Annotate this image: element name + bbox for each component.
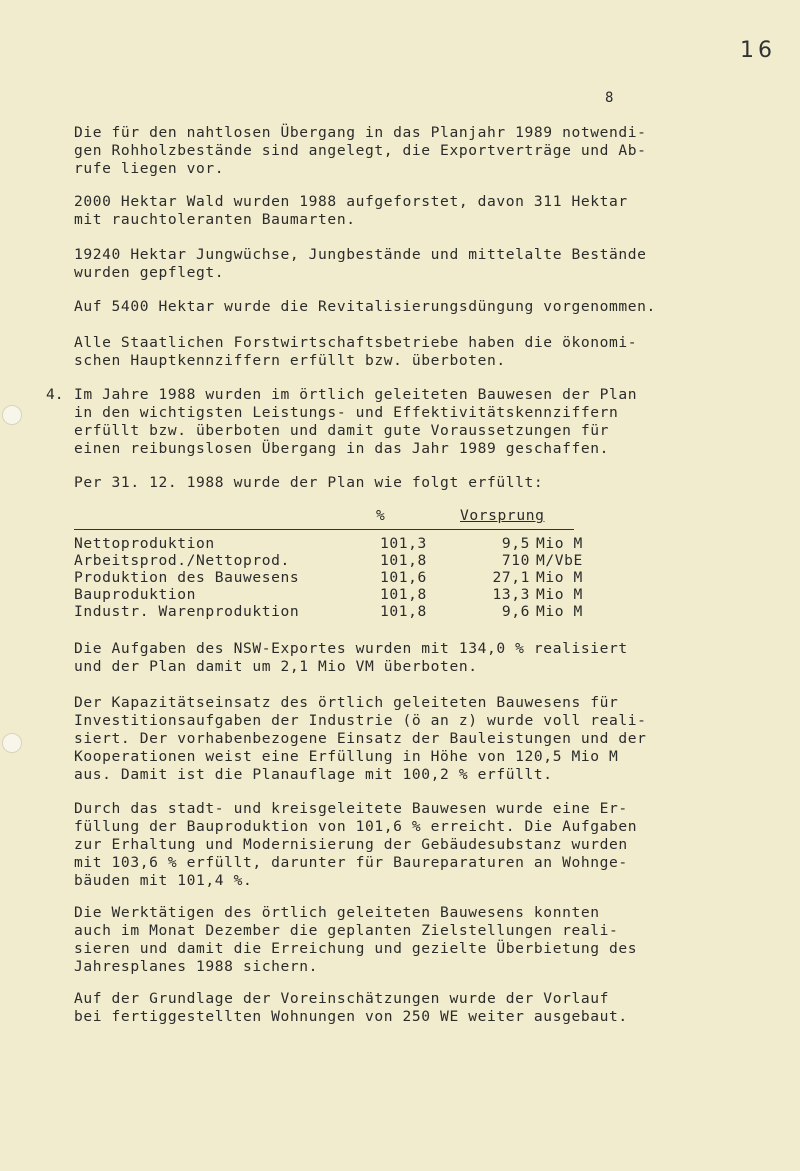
row-percent: 101,3 bbox=[380, 535, 427, 552]
table-header bbox=[74, 508, 584, 528]
row-lead-unit: Mio M bbox=[536, 586, 583, 603]
row-lead-value: 9,5 bbox=[501, 535, 530, 552]
paragraph-forstbetriebe: Alle Staatlichen Forstwirtschaftsbetriebe haben die ökonomi- schen Hauptkennziffern erfüllt bzw. überboten. bbox=[74, 334, 638, 369]
section-marker: 4. bbox=[46, 386, 64, 403]
sheet-number: 16 bbox=[740, 38, 776, 63]
row-lead-unit: M/VbE bbox=[536, 552, 583, 569]
row-lead-value: 9,6 bbox=[501, 603, 530, 620]
paragraph-kapazitaet: Der Kapazitätseinsatz des örtlich geleiteten Bauwesens für Investitionsaufgaben der Industrie (ö an z) wurde voll reali- siert. Der vorhabenbezogene Einsatz der Bauleistungen und der Kooperationen weist eine Erfüllung in Höhe von 120,5 Mio M aus. Damit ist die Planauflage mit 100,2 % erfüllt. bbox=[74, 694, 647, 783]
row-label: Bauproduktion bbox=[74, 586, 197, 603]
header-lead: Vorsprung bbox=[460, 507, 545, 524]
results-table bbox=[74, 507, 584, 620]
table-row bbox=[74, 570, 584, 587]
row-lead-unit: Mio M bbox=[536, 535, 583, 552]
paragraph-wohnungen: Auf der Grundlage der Voreinschätzungen wurde der Vorlauf bei fertiggestellten Wohnungen von 250 WE weiter ausgebaut. bbox=[74, 990, 628, 1025]
punch-hole bbox=[2, 405, 22, 425]
table-row bbox=[74, 536, 584, 553]
row-lead-value: 710 bbox=[501, 552, 530, 569]
table-row bbox=[74, 553, 584, 570]
paragraph-pflege: 19240 Hektar Jungwüchse, Jungbestände und mittelalte Bestände wurden gepflegt. bbox=[74, 246, 647, 281]
paragraph-bauproduktion: Durch das stadt- und kreisgeleitete Bauwesen wurde eine Er- füllung der Bauproduktion von 101,6 % erreicht. Die Aufgaben zur Erhaltung und Modernisierung der Gebäudesubstanz wurden mit 103,6 % erfüllt, darunter für Baureparaturen an Wohnge- bäuden mit 101,4 %. bbox=[74, 800, 638, 889]
row-percent: 101,8 bbox=[380, 603, 427, 620]
row-label: Industr. Warenproduktion bbox=[74, 603, 300, 620]
table-rule bbox=[74, 529, 574, 530]
row-lead-unit: Mio M bbox=[536, 569, 583, 586]
row-percent: 101,6 bbox=[380, 569, 427, 586]
paragraph-bauwesen-intro: Im Jahre 1988 wurden im örtlich geleiteten Bauwesen der Plan in den wichtigsten Leistungs- und Effektivitätskennziffern erfüllt bzw. überboten und damit gute Voraussetzungen für einen reibungslosen Übergang in das Jahr 1989 geschaffen. bbox=[74, 386, 638, 457]
row-lead-value: 13,3 bbox=[492, 586, 530, 603]
page-number: 8 bbox=[605, 90, 614, 106]
paragraph-nsw-export: Die Aufgaben des NSW-Exportes wurden mit 134,0 % realisiert und der Plan damit um 2,1 Mio VM überboten. bbox=[74, 640, 628, 675]
paragraph-plan-erfuellt: Per 31. 12. 1988 wurde der Plan wie folgt erfüllt: bbox=[74, 474, 544, 491]
header-percent: % bbox=[376, 507, 386, 524]
paragraph-werktaetige: Die Werktätigen des örtlich geleiteten Bauwesens konnten auch im Monat Dezember die geplanten Zielstellungen reali- sieren und damit die Erreichung und gezielte Überbietung des Jahresplanes 1988 sichern. bbox=[74, 904, 638, 975]
paragraph-revitalisierung: Auf 5400 Hektar wurde die Revitalisierungsdüngung vorgenommen. bbox=[74, 298, 656, 315]
table-row bbox=[74, 587, 584, 604]
row-percent: 101,8 bbox=[380, 586, 427, 603]
punch-hole bbox=[2, 733, 22, 753]
row-label: Nettoproduktion bbox=[74, 535, 215, 552]
paragraph-aufforstung: 2000 Hektar Wald wurden 1988 aufgeforstet, davon 311 Hektar mit rauchtoleranten Baumarten. bbox=[74, 193, 628, 228]
row-lead-unit: Mio M bbox=[536, 603, 583, 620]
table-row bbox=[74, 604, 584, 621]
row-lead-value: 27,1 bbox=[492, 569, 530, 586]
row-label: Arbeitsprod./Nettoprod. bbox=[74, 552, 290, 569]
row-percent: 101,8 bbox=[380, 552, 427, 569]
paragraph-rohholz: Die für den nahtlosen Übergang in das Planjahr 1989 notwendi- gen Rohholzbestände sind angelegt, die Exportverträge und Ab- rufe liegen vor. bbox=[74, 124, 647, 177]
row-label: Produktion des Bauwesens bbox=[74, 569, 300, 586]
